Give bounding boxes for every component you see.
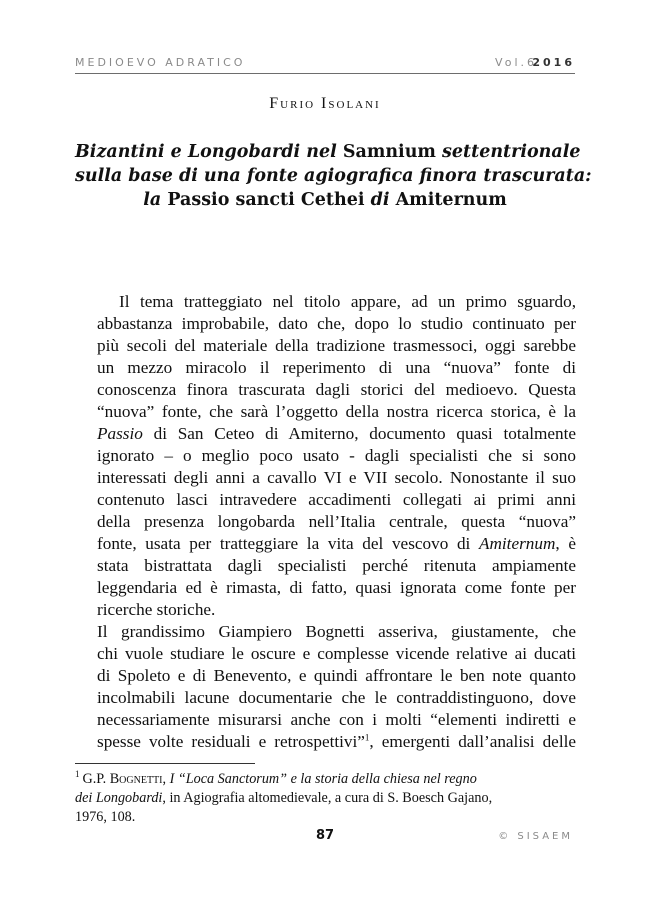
title-line-1 (75, 140, 581, 164)
body-line: stata bistrattata dagli specialisti perché ritenuta ampiamente (97, 556, 576, 575)
publication-year: 2016 (532, 56, 575, 69)
copyright-notice: © SISAEM (498, 831, 573, 842)
footnote-reference[interactable]: 1 (364, 732, 370, 743)
body-line: di Spoleto e di Benevento, e quindi affrontare le ben note quanto (97, 666, 576, 685)
title-line-2: sulla base di una fonte agiografica finora trascurata: (75, 166, 592, 186)
footnote-line (75, 770, 576, 789)
footnote-segment: , (162, 771, 170, 787)
footnote-title: dei Longobardi (75, 790, 163, 806)
body-segment: , emergenti dall’analisi delle (369, 732, 576, 751)
body-line: della presenza longobarda nell’Italia centrale, questa “nuova” (97, 512, 576, 531)
footnote-number: 1 (75, 769, 80, 780)
italic-term: Amiternum (479, 534, 556, 553)
body-line: ricerche storiche. (97, 600, 216, 619)
paragraph-1 (75, 291, 576, 621)
body-line: più secoli del materiale della tradizione trasmessoci, oggi sarebbe (97, 336, 576, 355)
title-segment: Bizantini e Longobardi nel (75, 142, 337, 162)
body-segment: , è (555, 534, 576, 553)
article-author: Furio Isolani (269, 95, 381, 112)
body-line: abbastanza improbabile, dato che, dopo lo studio continuato per (97, 314, 576, 333)
body-line: un mezzo miracolo il reperimento di una “nuova” fonte di (97, 358, 576, 377)
title-line-3 (75, 188, 575, 212)
title-segment: la (143, 190, 162, 210)
body-segment: spesse volte residuali e retrospettivi” (97, 732, 365, 751)
body-line: Il grandissimo Giampiero Bognetti asseriva, giustamente, che (97, 622, 576, 641)
footnote-divider (75, 763, 255, 764)
footnote-segment: , in Agiografia altomedievale, a cura di S. Boesch Gajano, (162, 790, 493, 806)
body-segment: di San Ceteo di Amiterno, documento quasi totalmente (142, 424, 576, 443)
title-segment: Samnium (336, 142, 443, 162)
article-body (75, 291, 576, 753)
body-line: contenuto lasci intravedere accadimenti collegati ai primi anni (97, 490, 576, 509)
italic-term: Passio (97, 424, 143, 443)
title-segment: Passio sancti Cethei (161, 190, 371, 210)
body-line (75, 423, 576, 445)
volume-number: Vol.6 (495, 56, 537, 69)
body-line: leggendaria ed è rimasta, di fatto, quasi ignorata come fonte per (97, 578, 576, 597)
article-title (75, 140, 592, 212)
body-segment: fonte, usata per tratteggiare la vita del vescovo di (97, 534, 479, 553)
body-line: necessariamente misurarsi anche con i molti “elementi indiretti e (97, 710, 576, 729)
body-line: ignorato – o meglio poco usato - dagli specialisti che si sono (97, 446, 576, 465)
paragraph-2 (75, 621, 576, 753)
footnote-title: I “Loca Sanctorum” e la storia della chiesa nel regno (169, 771, 477, 787)
footnote-segment: G.P. (82, 771, 110, 787)
body-line: interessati degli anni a cavallo VI e VII secolo. Nonostante il suo (97, 468, 576, 487)
body-line: Il tema tratteggiato nel titolo appare, ad un primo sguardo, (119, 292, 576, 311)
journal-name: MEDIOEVO ADRATICO (75, 56, 246, 69)
body-line: incolmabili lacune documentarie che le contraddistinguono, dove (97, 688, 576, 707)
footnote-line (75, 789, 576, 808)
running-header (75, 55, 575, 74)
body-line: “nuova” fonte, che sarà l’oggetto della nostra ricerca storica, è la (97, 402, 576, 421)
title-segment: Amiternum (389, 190, 507, 210)
body-line: conoscenza finora trascurata dagli storici del medioevo. Questa (97, 380, 576, 399)
title-segment: di (370, 190, 390, 210)
footnote-author: Bognetti (109, 771, 163, 787)
page-number: 87 (315, 828, 335, 843)
footnote-line: 1976, 108. (75, 809, 136, 825)
body-line (75, 731, 576, 753)
footnote (75, 770, 576, 827)
body-line (75, 533, 576, 555)
title-segment: settentrionale (442, 142, 581, 162)
body-line: chi vuole studiare le oscure e complesse vicende relative ai ducati (97, 644, 576, 663)
